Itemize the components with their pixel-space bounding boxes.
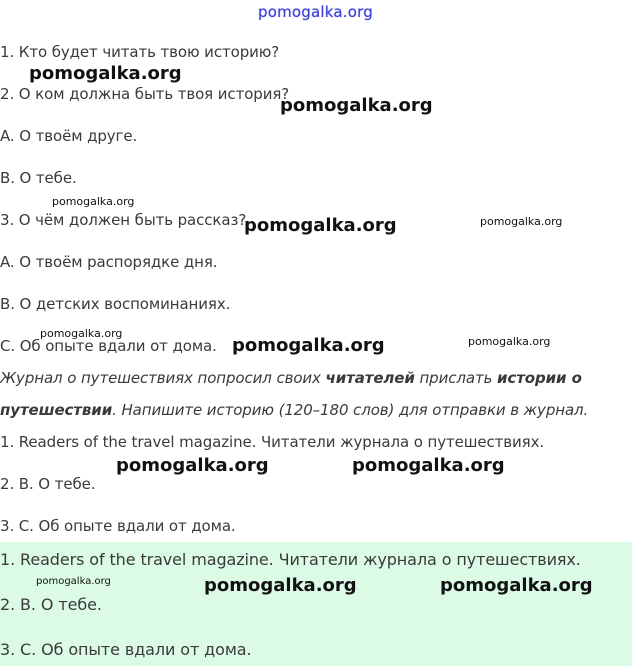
task-line-2: [0, 401, 588, 419]
task-line-1: [0, 369, 582, 387]
answer-1: 1. Readers of the travel magazine. Читатели журнала о путешествиях.: [0, 433, 545, 451]
task-text-1: Журнал о путешествиях попросил своих: [0, 369, 326, 387]
highlighted-answer-3: 3. C. Об опыте вдали от дома.: [0, 640, 252, 659]
answer-3: 3. C. Об опыте вдали от дома.: [0, 517, 236, 535]
task-text-2: прислать: [414, 369, 497, 387]
answer-2: 2. B. О тебе.: [0, 475, 96, 493]
watermark: pomogalka.org: [280, 95, 433, 116]
watermark: pomogalka.org: [232, 335, 385, 356]
task-bold-stories: истории о: [497, 369, 582, 387]
task-bold-readers: читателей: [325, 369, 415, 387]
watermark: pomogalka.org: [204, 575, 357, 596]
watermark: pomogalka.org: [29, 63, 182, 84]
watermark: pomogalka.org: [468, 335, 551, 348]
watermark: pomogalka.org: [52, 195, 135, 208]
task-text-3: . Напишите историю (120–180 слов) для отправки в журнал.: [112, 401, 589, 419]
watermark: pomogalka.org: [440, 575, 593, 596]
question-2-option-a: A. О твоём друге.: [0, 127, 138, 145]
watermark: pomogalka.org: [244, 215, 397, 236]
watermark: pomogalka.org: [352, 455, 505, 476]
question-3: 3. О чём должен быть рассказ?: [0, 211, 247, 229]
question-2: 2. О ком должна быть твоя история?: [0, 85, 290, 103]
task-bold-travel: путешествии: [0, 401, 113, 419]
watermark: pomogalka.org: [116, 455, 269, 476]
question-2-option-b: B. О тебе.: [0, 169, 77, 187]
highlighted-answer-1: 1. Readers of the travel magazine. Читатели журнала о путешествиях.: [0, 550, 581, 569]
question-3-option-a: A. О твоём распорядке дня.: [0, 253, 218, 271]
watermark: pomogalka.org: [40, 327, 123, 340]
question-3-option-c: C. Об опыте вдали от дома.: [0, 337, 217, 355]
question-1: 1. Кто будет читать твою историю?: [0, 43, 280, 61]
header-watermark: pomogalka.org: [258, 3, 373, 21]
question-3-option-b: B. О детских воспоминаниях.: [0, 295, 231, 313]
watermark: pomogalka.org: [36, 576, 111, 587]
highlighted-answer-2: 2. B. О тебе.: [0, 595, 102, 614]
watermark: pomogalka.org: [480, 215, 563, 228]
